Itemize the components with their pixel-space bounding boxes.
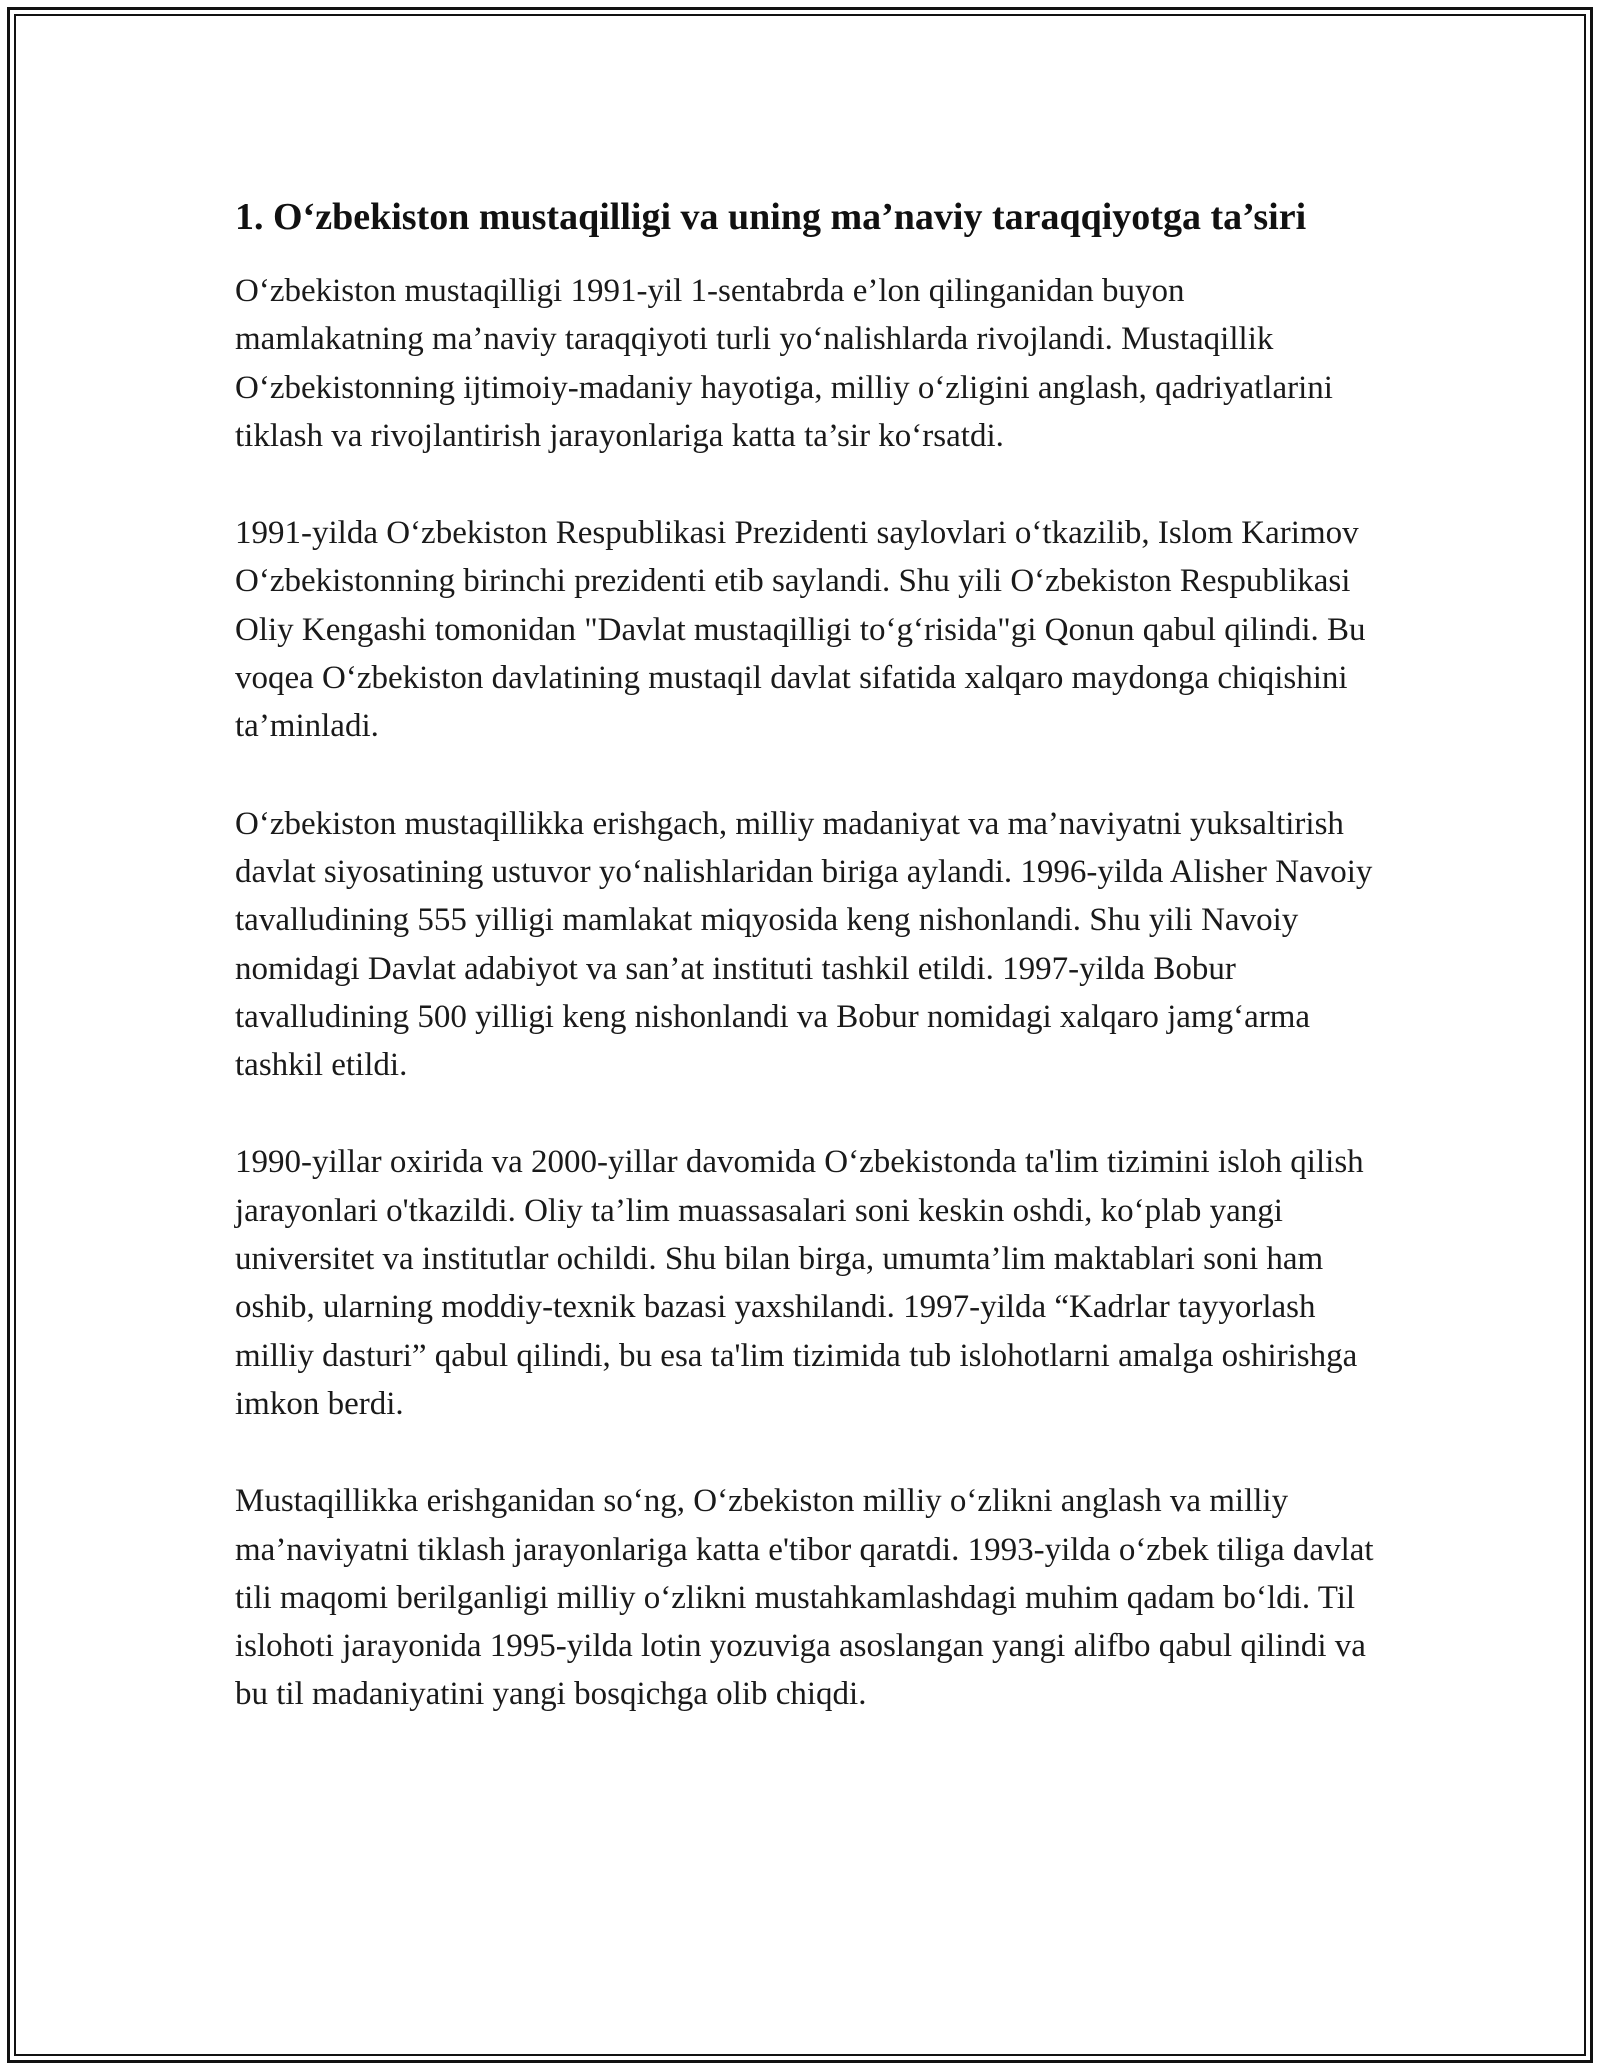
document-body	[235, 190, 1375, 1768]
paragraph-2: 1991-yilda O‘zbekiston Respublikasi Prezidenti saylovlari o‘tkazilib, Islom Karimov O‘zbekistonning birinchi prezidenti etib saylandi. Shu yili O‘zbekiston Respublikasi Oliy Kengashi tomonidan "Davlat mustaqilligi to‘g‘risida"gi Qonun qabul qilindi. Bu voqea O‘zbekiston davlatining mustaqil davlat sifatida xalqaro maydonga chiqishini ta’minladi.	[235, 515, 1366, 745]
paragraph-4: 1990-yillar oxirida va 2000-yillar davomida O‘zbekistonda ta'lim tizimini isloh qilish jarayonlari o'tkazildi. Oliy ta’lim muassasalari soni keskin oshdi, ko‘plab yangi universitet va institutlar ochildi. Shu bilan birga, umumta’lim maktablari soni ham oshib, ularning moddiy-texnik bazasi yaxshilandi. 1997-yilda “Kadrlar tayyorlash milliy dasturi” qabul qilindi, bu esa ta'lim tizimida tub islohotlarni amalga oshirishga imkon berdi.	[235, 1144, 1364, 1422]
paragraph-3: O‘zbekiston mustaqillikka erishgach, milliy madaniyat va ma’naviyatni yuksaltirish davlat siyosatining ustuvor yo‘nalishlaridan biriga aylandi. 1996-yilda Alisher Navoiy tavalludining 555 yilligi mamlakat miqyosida keng nishonlandi. Shu yili Navoiy nomidagi Davlat adabiyot va san’at instituti tashkil etildi. 1997-yilda Bobur tavalludining 500 yilligi keng nishonlandi va Bobur nomidagi xalqaro jamg‘arma tashkil etildi.	[235, 805, 1373, 1084]
paragraph-1: O‘zbekiston mustaqilligi 1991-yil 1-sentabrda e’lon qilinganidan buyon mamlakatning ma’naviy taraqqiyoti turli yo‘nalishlarda rivojlandi. Mustaqillik O‘zbekistonning ijtimoiy-madaniy hayotiga, milliy o‘zligini anglash, qadriyatlarini tiklash va rivojlantirish jarayonlariga katta ta’sir ko‘rsatdi.	[235, 273, 1333, 454]
paragraph-5: Mustaqillikka erishganidan so‘ng, O‘zbekiston milliy o‘zlikni anglash va milliy ma’naviyatni tiklash jarayonlariga katta e'tibor qaratdi. 1993-yilda o‘zbek tiliga davlat tili maqomi berilganligi milliy o‘zlikni mustahkamlashdagi muhim qadam bo‘ldi. Til islohoti jarayonida 1995-yilda lotin yozuviga asoslangan yangi alifbo qabul qilindi va bu til madaniyatini yangi bosqichga olib chiqdi.	[235, 1483, 1374, 1713]
page-title: 1. O‘zbekiston mustaqilligi va uning ma’naviy taraqqiyotga ta’siri	[235, 196, 1307, 238]
